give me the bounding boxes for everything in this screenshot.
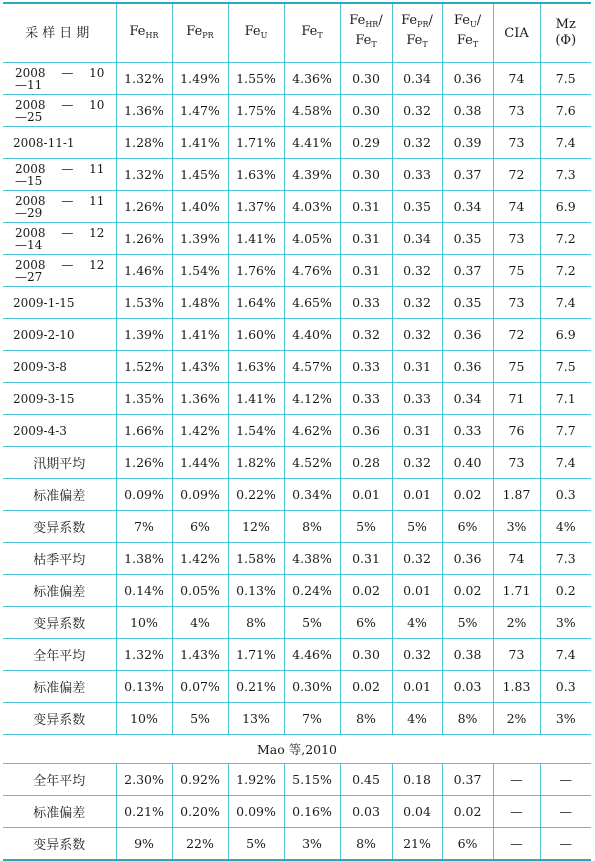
- cell-ratio-pr: 0.35: [392, 191, 442, 223]
- cell-cia: 1.71: [493, 575, 540, 607]
- cell-mz: 7.6: [540, 95, 591, 127]
- cell-cia: 1.83: [493, 671, 540, 703]
- cell-fe-pr: 0.07%: [172, 671, 228, 703]
- cell-cia: 73: [493, 639, 540, 671]
- cell-fe-pr: 1.42%: [172, 415, 228, 447]
- cell-fe-t: 4.65%: [284, 287, 340, 319]
- table-row: [3, 287, 591, 319]
- header-fe-hr: $Fe_{HR}$: [116, 3, 172, 63]
- sample-date: 2009-3-8: [3, 351, 116, 383]
- cell-ratio-pr: 4%: [392, 607, 442, 639]
- cell-fe-u: 1.37%: [228, 191, 284, 223]
- cell-mz: 7.2: [540, 223, 591, 255]
- cell-fe-u: 1.63%: [228, 159, 284, 191]
- cell-ratio-hr: 0.36: [340, 415, 392, 447]
- cell-ratio-hr: 8%: [340, 703, 392, 735]
- cell-cia: 73: [493, 223, 540, 255]
- cell-fe-pr: 5%: [172, 703, 228, 735]
- cell-cia: 73: [493, 95, 540, 127]
- cell-mz: —: [540, 796, 591, 828]
- cell-ratio-u: 0.35: [442, 287, 493, 319]
- table-row: [3, 543, 591, 575]
- cell-mz: 7.4: [540, 447, 591, 479]
- cell-fe-hr: 1.26%: [116, 191, 172, 223]
- cell-ratio-hr: 0.33: [340, 383, 392, 415]
- cell-mz: 7.4: [540, 639, 591, 671]
- cell-mz: 7.2: [540, 255, 591, 287]
- cell-fe-hr: 1.26%: [116, 447, 172, 479]
- cell-fe-t: 4.12%: [284, 383, 340, 415]
- cell-mz: 0.3: [540, 479, 591, 511]
- row-label: 标准偏差: [3, 796, 116, 828]
- cell-cia: —: [493, 828, 540, 861]
- cell-ratio-hr: 0.31: [340, 543, 392, 575]
- cell-fe-u: 1.41%: [228, 383, 284, 415]
- cell-fe-hr: 9%: [116, 828, 172, 861]
- cell-ratio-u: 0.33: [442, 415, 493, 447]
- cell-fe-t: 4.76%: [284, 255, 340, 287]
- header-fe-u: $Fe_U$: [228, 3, 284, 63]
- cell-ratio-pr: 4%: [392, 703, 442, 735]
- cell-mz: 7.5: [540, 63, 591, 95]
- cell-ratio-hr: 8%: [340, 828, 392, 861]
- cell-mz: 6.9: [540, 319, 591, 351]
- row-label: 标准偏差: [3, 479, 116, 511]
- sample-date: 2009-3-15: [3, 383, 116, 415]
- cell-ratio-u: 6%: [442, 511, 493, 543]
- cell-mz: 3%: [540, 607, 591, 639]
- cell-fe-pr: 0.20%: [172, 796, 228, 828]
- cell-ratio-pr: 0.32: [392, 127, 442, 159]
- cell-ratio-u: 0.02: [442, 479, 493, 511]
- cell-mz: 7.7: [540, 415, 591, 447]
- cell-cia: 73: [493, 287, 540, 319]
- cell-ratio-hr: 0.31: [340, 223, 392, 255]
- cell-fe-t: 4.52%: [284, 447, 340, 479]
- cell-fe-pr: 1.40%: [172, 191, 228, 223]
- cell-cia: 73: [493, 127, 540, 159]
- row-label: 变异系数: [3, 828, 116, 861]
- cell-cia: 72: [493, 159, 540, 191]
- cell-ratio-u: 0.02: [442, 575, 493, 607]
- cell-fe-t: 4.40%: [284, 319, 340, 351]
- cell-ratio-pr: 0.32: [392, 543, 442, 575]
- table-row: [3, 351, 591, 383]
- cell-fe-hr: 1.32%: [116, 639, 172, 671]
- cell-ratio-pr: 0.33: [392, 383, 442, 415]
- cell-fe-pr: 6%: [172, 511, 228, 543]
- cell-ratio-u: 0.36: [442, 543, 493, 575]
- table-row: [3, 575, 591, 607]
- cell-fe-t: 0.24%: [284, 575, 340, 607]
- table-row: [3, 95, 591, 127]
- cell-fe-hr: 1.46%: [116, 255, 172, 287]
- cell-cia: 1.87: [493, 479, 540, 511]
- cell-ratio-pr: 0.34: [392, 223, 442, 255]
- cell-fe-hr: 0.13%: [116, 671, 172, 703]
- cell-fe-t: 5%: [284, 607, 340, 639]
- cell-cia: 74: [493, 191, 540, 223]
- cell-ratio-u: 0.02: [442, 796, 493, 828]
- table-row: [3, 447, 591, 479]
- cell-fe-t: 4.41%: [284, 127, 340, 159]
- sample-date: 2008-11-1: [3, 127, 116, 159]
- cell-ratio-hr: 0.30: [340, 639, 392, 671]
- cell-fe-u: 1.75%: [228, 95, 284, 127]
- cell-fe-pr: 1.54%: [172, 255, 228, 287]
- table-row: [3, 828, 591, 861]
- cell-mz: 0.3: [540, 671, 591, 703]
- cell-ratio-hr: 6%: [340, 607, 392, 639]
- cell-fe-hr: 7%: [116, 511, 172, 543]
- cell-fe-hr: 1.66%: [116, 415, 172, 447]
- cell-fe-u: 1.76%: [228, 255, 284, 287]
- cell-ratio-hr: 0.31: [340, 191, 392, 223]
- cell-fe-hr: 0.09%: [116, 479, 172, 511]
- cell-ratio-hr: 0.45: [340, 764, 392, 796]
- cell-ratio-pr: 0.33: [392, 159, 442, 191]
- cell-mz: 4%: [540, 511, 591, 543]
- cell-ratio-pr: 0.32: [392, 255, 442, 287]
- cell-fe-t: 4.03%: [284, 191, 340, 223]
- cell-fe-t: 4.57%: [284, 351, 340, 383]
- cell-fe-t: 8%: [284, 511, 340, 543]
- section-row: [3, 735, 591, 764]
- cell-ratio-u: 0.36: [442, 351, 493, 383]
- sample-date: 2008 — 10 —25: [3, 95, 116, 127]
- cell-fe-u: 0.09%: [228, 796, 284, 828]
- cell-ratio-pr: 0.32: [392, 319, 442, 351]
- cell-ratio-pr: 0.32: [392, 95, 442, 127]
- cell-fe-pr: 1.47%: [172, 95, 228, 127]
- cell-ratio-u: 5%: [442, 607, 493, 639]
- cell-ratio-u: 0.35: [442, 223, 493, 255]
- cell-ratio-pr: 0.32: [392, 287, 442, 319]
- cell-fe-pr: 1.49%: [172, 63, 228, 95]
- cell-mz: 7.1: [540, 383, 591, 415]
- cell-ratio-u: 0.40: [442, 447, 493, 479]
- header-fe-pr: $Fe_{PR}$: [172, 3, 228, 63]
- cell-fe-pr: 0.05%: [172, 575, 228, 607]
- cell-ratio-u: 0.38: [442, 639, 493, 671]
- cell-fe-u: 13%: [228, 703, 284, 735]
- cell-ratio-hr: 0.33: [340, 351, 392, 383]
- cell-ratio-hr: 0.29: [340, 127, 392, 159]
- cell-cia: 73: [493, 447, 540, 479]
- row-label: 枯季平均: [3, 543, 116, 575]
- table-row: [3, 191, 591, 223]
- cell-fe-pr: 1.48%: [172, 287, 228, 319]
- cell-mz: 7.4: [540, 127, 591, 159]
- cell-ratio-hr: 0.28: [340, 447, 392, 479]
- sample-date: 2009-1-15: [3, 287, 116, 319]
- cell-fe-pr: 1.42%: [172, 543, 228, 575]
- sample-date: 2008 — 11 —15: [3, 159, 116, 191]
- cell-mz: —: [540, 764, 591, 796]
- table-row: [3, 159, 591, 191]
- cell-fe-pr: 4%: [172, 607, 228, 639]
- sample-date: 2008 — 12 —27: [3, 255, 116, 287]
- table-row: [3, 223, 591, 255]
- cell-ratio-u: 0.37: [442, 255, 493, 287]
- cell-fe-hr: 1.53%: [116, 287, 172, 319]
- cell-ratio-pr: 0.31: [392, 415, 442, 447]
- cell-fe-pr: 1.43%: [172, 639, 228, 671]
- cell-fe-u: 1.71%: [228, 127, 284, 159]
- cell-ratio-u: 0.36: [442, 319, 493, 351]
- cell-fe-pr: 1.41%: [172, 319, 228, 351]
- cell-fe-hr: 1.26%: [116, 223, 172, 255]
- header-fe-t: $Fe_T$: [284, 3, 340, 63]
- cell-fe-t: 0.34%: [284, 479, 340, 511]
- cell-fe-u: 5%: [228, 828, 284, 861]
- cell-fe-u: 1.71%: [228, 639, 284, 671]
- cell-fe-u: 1.60%: [228, 319, 284, 351]
- cell-ratio-pr: 0.01: [392, 671, 442, 703]
- cell-fe-pr: 1.41%: [172, 127, 228, 159]
- header-date: 采样日期: [3, 3, 116, 63]
- cell-ratio-hr: 0.32: [340, 319, 392, 351]
- cell-fe-hr: 0.14%: [116, 575, 172, 607]
- sample-date: 2008 — 12 —14: [3, 223, 116, 255]
- cell-fe-u: 1.58%: [228, 543, 284, 575]
- cell-fe-pr: 1.39%: [172, 223, 228, 255]
- sample-date: 2008 — 11 —29: [3, 191, 116, 223]
- cell-ratio-pr: 0.01: [392, 479, 442, 511]
- cell-fe-u: 1.82%: [228, 447, 284, 479]
- cell-fe-u: 0.13%: [228, 575, 284, 607]
- cell-ratio-u: 0.34: [442, 191, 493, 223]
- cell-fe-u: 12%: [228, 511, 284, 543]
- cell-cia: —: [493, 796, 540, 828]
- cell-ratio-pr: 5%: [392, 511, 442, 543]
- cell-fe-t: 4.38%: [284, 543, 340, 575]
- cell-fe-hr: 1.32%: [116, 159, 172, 191]
- cell-ratio-pr: 0.34: [392, 63, 442, 95]
- cell-fe-hr: 0.21%: [116, 796, 172, 828]
- cell-fe-u: 8%: [228, 607, 284, 639]
- table-row: [3, 255, 591, 287]
- cell-fe-t: 3%: [284, 828, 340, 861]
- cell-ratio-u: 8%: [442, 703, 493, 735]
- table-row: [3, 671, 591, 703]
- cell-ratio-hr: 0.30: [340, 95, 392, 127]
- cell-ratio-hr: 0.02: [340, 575, 392, 607]
- cell-fe-t: 0.16%: [284, 796, 340, 828]
- cell-fe-t: 7%: [284, 703, 340, 735]
- cell-mz: 7.4: [540, 287, 591, 319]
- header-row: [3, 3, 591, 63]
- cell-fe-u: 1.54%: [228, 415, 284, 447]
- cell-ratio-hr: 0.03: [340, 796, 392, 828]
- table-row: [3, 703, 591, 735]
- cell-fe-hr: 1.28%: [116, 127, 172, 159]
- cell-fe-pr: 22%: [172, 828, 228, 861]
- cell-mz: 6.9: [540, 191, 591, 223]
- cell-fe-hr: 1.36%: [116, 95, 172, 127]
- table-row: [3, 415, 591, 447]
- cell-fe-t: 4.62%: [284, 415, 340, 447]
- table-row: [3, 796, 591, 828]
- cell-ratio-hr: 5%: [340, 511, 392, 543]
- cell-ratio-hr: 0.30: [340, 63, 392, 95]
- cell-fe-u: 1.92%: [228, 764, 284, 796]
- row-label: 变异系数: [3, 703, 116, 735]
- cell-fe-hr: 2.30%: [116, 764, 172, 796]
- sample-date: 2009-2-10: [3, 319, 116, 351]
- cell-fe-u: 1.41%: [228, 223, 284, 255]
- header-ratio-u: $Fe_U/$ $Fe_T$: [442, 3, 493, 63]
- cell-mz: 7.3: [540, 543, 591, 575]
- cell-cia: 76: [493, 415, 540, 447]
- cell-fe-t: 5.15%: [284, 764, 340, 796]
- cell-fe-pr: 0.92%: [172, 764, 228, 796]
- cell-ratio-pr: 0.32: [392, 639, 442, 671]
- cell-fe-pr: 0.09%: [172, 479, 228, 511]
- cell-fe-t: 4.36%: [284, 63, 340, 95]
- cell-ratio-pr: 0.31: [392, 351, 442, 383]
- cell-fe-u: 1.63%: [228, 351, 284, 383]
- cell-mz: 3%: [540, 703, 591, 735]
- cell-ratio-hr: 0.30: [340, 159, 392, 191]
- cell-fe-u: 0.22%: [228, 479, 284, 511]
- cell-fe-hr: 1.32%: [116, 63, 172, 95]
- cell-cia: 2%: [493, 703, 540, 735]
- cell-cia: —: [493, 764, 540, 796]
- cell-fe-hr: 10%: [116, 607, 172, 639]
- cell-ratio-pr: 0.04: [392, 796, 442, 828]
- cell-fe-u: 0.21%: [228, 671, 284, 703]
- cell-ratio-u: 6%: [442, 828, 493, 861]
- cell-ratio-hr: 0.31: [340, 255, 392, 287]
- table-row: [3, 319, 591, 351]
- cell-fe-pr: 1.43%: [172, 351, 228, 383]
- cell-fe-hr: 1.38%: [116, 543, 172, 575]
- cell-ratio-u: 0.37: [442, 159, 493, 191]
- cell-ratio-u: 0.34: [442, 383, 493, 415]
- cell-fe-t: 4.46%: [284, 639, 340, 671]
- cell-mz: 7.3: [540, 159, 591, 191]
- row-label: 全年平均: [3, 639, 116, 671]
- cell-fe-u: 1.64%: [228, 287, 284, 319]
- row-label: 全年平均: [3, 764, 116, 796]
- cell-ratio-u: 0.38: [442, 95, 493, 127]
- cell-ratio-hr: 0.02: [340, 671, 392, 703]
- row-label: 标准偏差: [3, 671, 116, 703]
- cell-fe-t: 0.30%: [284, 671, 340, 703]
- cell-ratio-hr: 0.33: [340, 287, 392, 319]
- cell-mz: —: [540, 828, 591, 861]
- cell-ratio-pr: 0.01: [392, 575, 442, 607]
- sample-date: 2009-4-3: [3, 415, 116, 447]
- cell-fe-hr: 10%: [116, 703, 172, 735]
- data-table: [3, 2, 591, 861]
- section-title: Mao 等,2010: [3, 735, 591, 764]
- header-ratio-hr: $Fe_{HR}/$ $Fe_T$: [340, 3, 392, 63]
- cell-fe-hr: 1.52%: [116, 351, 172, 383]
- header-mz: Mz (Φ): [540, 3, 591, 63]
- cell-cia: 71: [493, 383, 540, 415]
- row-label: 汛期平均: [3, 447, 116, 479]
- cell-fe-hr: 1.39%: [116, 319, 172, 351]
- cell-ratio-u: 0.37: [442, 764, 493, 796]
- cell-cia: 72: [493, 319, 540, 351]
- cell-cia: 75: [493, 351, 540, 383]
- row-label: 变异系数: [3, 511, 116, 543]
- cell-ratio-hr: 0.01: [340, 479, 392, 511]
- cell-mz: 7.5: [540, 351, 591, 383]
- table-row: [3, 764, 591, 796]
- cell-ratio-u: 0.39: [442, 127, 493, 159]
- table-row: [3, 639, 591, 671]
- row-label: 标准偏差: [3, 575, 116, 607]
- cell-fe-t: 4.58%: [284, 95, 340, 127]
- cell-mz: 0.2: [540, 575, 591, 607]
- cell-cia: 2%: [493, 607, 540, 639]
- table-row: [3, 511, 591, 543]
- cell-fe-pr: 1.45%: [172, 159, 228, 191]
- cell-fe-u: 1.55%: [228, 63, 284, 95]
- cell-cia: 3%: [493, 511, 540, 543]
- row-label: 变异系数: [3, 607, 116, 639]
- cell-fe-hr: 1.35%: [116, 383, 172, 415]
- cell-fe-pr: 1.36%: [172, 383, 228, 415]
- table-row: [3, 127, 591, 159]
- cell-fe-pr: 1.44%: [172, 447, 228, 479]
- header-cia: CIA: [493, 3, 540, 63]
- header-ratio-pr: $Fe_{PR}/$ $Fe_T$: [392, 3, 442, 63]
- cell-cia: 74: [493, 543, 540, 575]
- cell-ratio-pr: 21%: [392, 828, 442, 861]
- table-row: [3, 607, 591, 639]
- cell-cia: 75: [493, 255, 540, 287]
- cell-ratio-pr: 0.32: [392, 447, 442, 479]
- cell-ratio-pr: 0.18: [392, 764, 442, 796]
- sample-date: 2008 — 10 —11: [3, 63, 116, 95]
- cell-ratio-u: 0.03: [442, 671, 493, 703]
- cell-fe-t: 4.05%: [284, 223, 340, 255]
- table-row: [3, 63, 591, 95]
- table-row: [3, 383, 591, 415]
- table-row: [3, 479, 591, 511]
- cell-cia: 74: [493, 63, 540, 95]
- cell-fe-t: 4.39%: [284, 159, 340, 191]
- cell-ratio-u: 0.36: [442, 63, 493, 95]
